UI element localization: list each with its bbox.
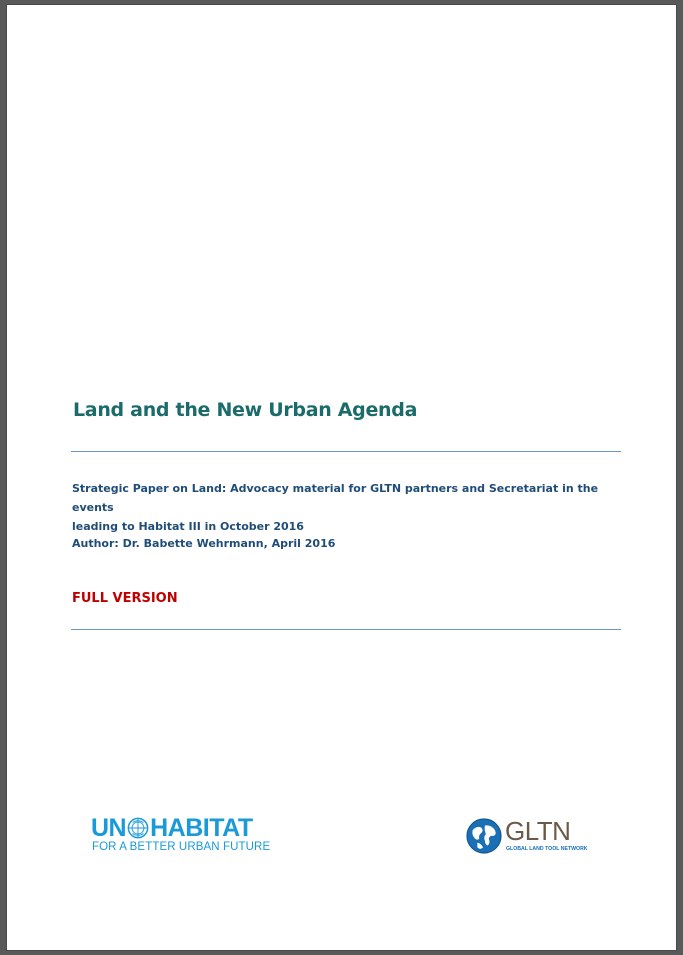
unhabitat-logo xyxy=(91,815,281,855)
title-divider xyxy=(71,451,621,452)
un-emblem-icon xyxy=(127,817,149,839)
unhabitat-tagline: FOR A BETTER URBAN FUTURE xyxy=(92,841,271,853)
subtitle-line-1: Strategic Paper on Land: Advocacy material for GLTN partners and Secretariat in the events xyxy=(72,482,599,514)
unhabitat-word-habitat: HABITAT xyxy=(150,814,253,842)
gltn-wordmark: GLTN xyxy=(505,816,571,846)
unhabitat-word-un: UN xyxy=(91,814,127,842)
document-subtitle xyxy=(72,479,617,536)
document-author: Author: Dr. Babette Wehrmann, April 2016 xyxy=(72,537,336,550)
globe-icon xyxy=(465,817,503,855)
unhabitat-wordmark xyxy=(91,815,253,841)
subtitle-line-2: leading to Habitat III in October 2016 xyxy=(72,520,304,533)
gltn-logo xyxy=(465,815,588,857)
cover-page xyxy=(7,5,676,950)
gltn-tagline: GLOBAL LAND TOOL NETWORK xyxy=(506,846,588,852)
document-title: Land and the New Urban Agenda xyxy=(73,399,418,421)
version-label: FULL VERSION xyxy=(72,591,178,606)
bottom-divider xyxy=(71,629,621,630)
